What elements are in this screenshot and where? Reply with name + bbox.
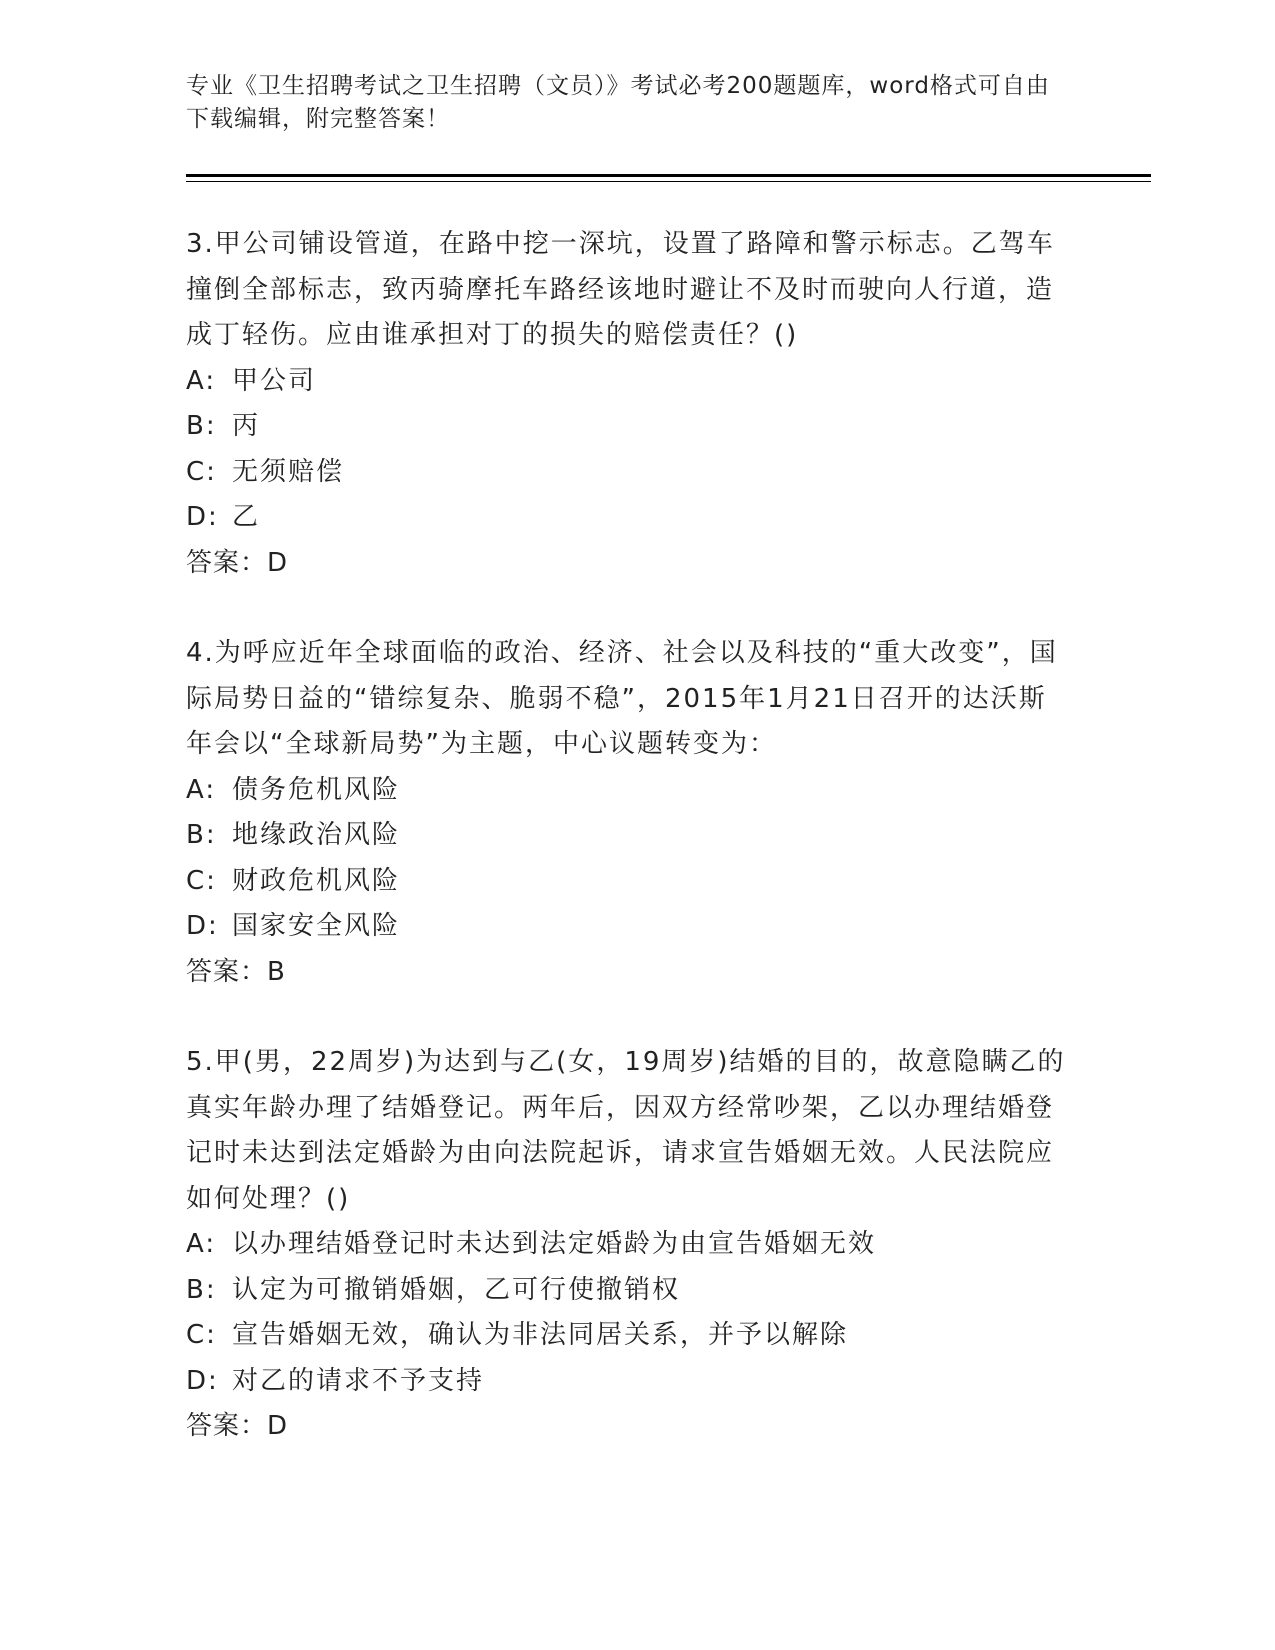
option-letter: A: [186, 774, 217, 805]
option-letter: B: [186, 1274, 217, 1305]
option-letter: B: [186, 411, 217, 441]
option-letter: A: [186, 365, 217, 396]
option-text: 宣告婚姻无效，确认为非法同居关系，并予以解除 [232, 1320, 849, 1350]
option-b [186, 1268, 1086, 1314]
option-c [186, 450, 1086, 496]
option-d [186, 904, 1086, 950]
option-b [186, 813, 1086, 859]
option-c [186, 859, 1086, 905]
option-c [186, 1313, 1086, 1359]
option-text: 国家安全风险 [232, 911, 401, 941]
answer: 答案：D [186, 1411, 289, 1441]
answer: 答案：D [186, 547, 289, 578]
option-text: 财政危机风险 [232, 865, 401, 896]
option-letter: B: [186, 820, 217, 850]
option-b [186, 404, 1086, 450]
option-letter: D: [186, 502, 219, 532]
question-3 [186, 222, 1086, 586]
option-text: 对乙的请求不予支持 [232, 1365, 485, 1396]
option-text: 债务危机风险 [232, 774, 401, 805]
option-text: 乙 [232, 502, 261, 532]
option-d [186, 1359, 1086, 1405]
option-a [186, 359, 1086, 405]
option-letter: D: [186, 911, 219, 941]
option-letter: C: [186, 1320, 217, 1350]
option-text: 无须赔偿 [232, 456, 345, 487]
option-text: 以办理结婚登记时未达到法定婚龄为由宣告婚姻无效 [232, 1229, 877, 1259]
answer: 答案：B [186, 956, 286, 987]
option-a [186, 1222, 1086, 1268]
question-5 [186, 1040, 1086, 1450]
option-d [186, 495, 1086, 541]
question-stem: 5.甲(男，22周岁)为达到与乙(女，19周岁)结婚的目的，故意隐瞒乙的真实年龄办理了结婚登记。两年后，因双方经常吵架，乙以办理结婚登记时未达到法定婚龄为由向法院起诉，请求宣告婚姻无效。人民法院应如何处理？() [186, 1047, 1066, 1214]
question-stem: 4.为呼应近年全球面临的政治、经济、社会以及科技的“重大改变”，国际局势日益的“错综复杂、脆弱不稳”，2015年1月21日召开的达沃斯年会以“全球新局势”为主题，中心议题转变为： [186, 638, 1058, 759]
question-4 [186, 631, 1086, 995]
document-header: 专业《卫生招聘考试之卫生招聘（文员）》考试必考200题题库，word格式可自由下载编辑，附完整答案！ [186, 73, 1050, 132]
option-letter: A: [186, 1229, 217, 1259]
option-text: 丙 [232, 411, 261, 441]
option-text: 地缘政治风险 [232, 820, 401, 850]
header-divider-thick [186, 174, 1151, 177]
option-text: 认定为可撤销婚姻，乙可行使撤销权 [232, 1274, 681, 1305]
option-text: 甲公司 [232, 365, 317, 396]
header-divider-thin [186, 181, 1151, 182]
question-stem: 3.甲公司铺设管道，在路中挖一深坑，设置了路障和警示标志。乙驾车撞倒全部标志，致丙骑摩托车路经该地时避让不及时而驶向人行道，造成丁轻伤。应由谁承担对丁的损失的赔偿责任？() [186, 229, 1055, 350]
option-letter: C: [186, 865, 217, 896]
option-a [186, 768, 1086, 814]
option-letter: D: [186, 1365, 219, 1396]
option-letter: C: [186, 456, 217, 487]
